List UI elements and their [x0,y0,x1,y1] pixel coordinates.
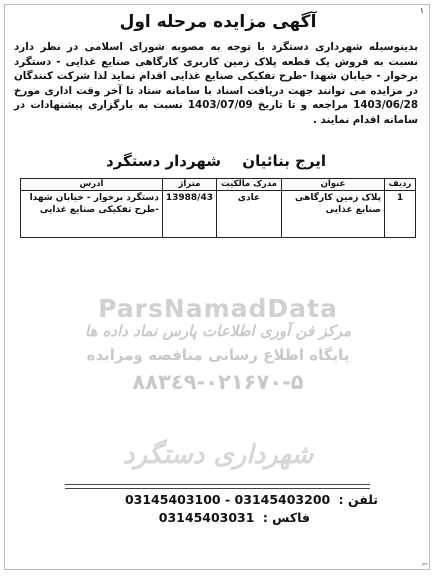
phone-numbers: 03145403200 - 03145403100 [124,492,331,507]
header-area: متراژ [162,179,216,191]
fax-label: فاکس : [262,510,310,525]
page-title: آگهی مزایده مرحله اول [119,12,317,32]
cell-row-number: 1 [385,191,416,238]
header-row-number: ردیف [385,179,416,191]
header-title: عنوان [282,179,385,191]
auction-items-table [20,178,416,238]
announcement-body: بدینوسیله شهرداری دستگرد با توجه به مصوبه شورای اسلامی در نظر دارد نسبت به فروش یک قطعه پلاک زمین کاربری کارگاهی صنایع غذایی - دستگرد برخوار - خیابان شهدا -طرح تفکیکی صنایع غذایی اقدام نماید لذا شرکت کنندگان در مزایده می توانند جهت دریافت اسناد با سامانه ستاد تا آخر وقت اداری مورخ 1403/06/28 مراجعه و تا تاریخ 1403/07/09 نسبت به بارگزاری پیشنهادات در سامانه اقدام نمایند . [14,41,419,126]
cell-title: پلاک زمین کارگاهی صنایع غذایی [282,191,385,238]
header-address: آدرس [21,179,163,191]
signatory-role: شهردار دستگرد [105,152,221,170]
cell-ownership-document: عادی [217,191,282,238]
watermark-brand: ParsNamadData [98,294,338,323]
watermark-phone: ٠٢١-٨٨٣٤٩۶٧٠-۵ [132,370,304,394]
fax-number: 03145403031 [158,510,255,525]
divider-line [65,488,370,489]
page-curl-icon: ⌐ [421,560,429,569]
table-row [21,191,416,238]
cell-area: 13988/43 [162,191,216,238]
watermark-line-2: پایگاه اطلاع رسانی مناقصه ومزایده [86,346,350,364]
page-number: ١ [419,6,424,15]
header-ownership-document: مدرک مالکیت [217,179,282,191]
watermark-stamp: شهرداری دستگرد [122,440,314,470]
phone-label: تلفن : [338,492,378,507]
table-header-row [21,179,416,191]
divider-line [65,484,370,485]
signatory-name: ایرج بنائیان [242,152,326,170]
contact-fax [159,510,310,525]
watermark-line-1: مرکز فن آوری اطلاعات پارس نماد داده ها [84,322,352,340]
cell-address: دستگرد برخوار - خیابان شهدا -طرح تفکیکی صنایع غذایی [21,191,163,238]
contact-phone [125,492,378,507]
